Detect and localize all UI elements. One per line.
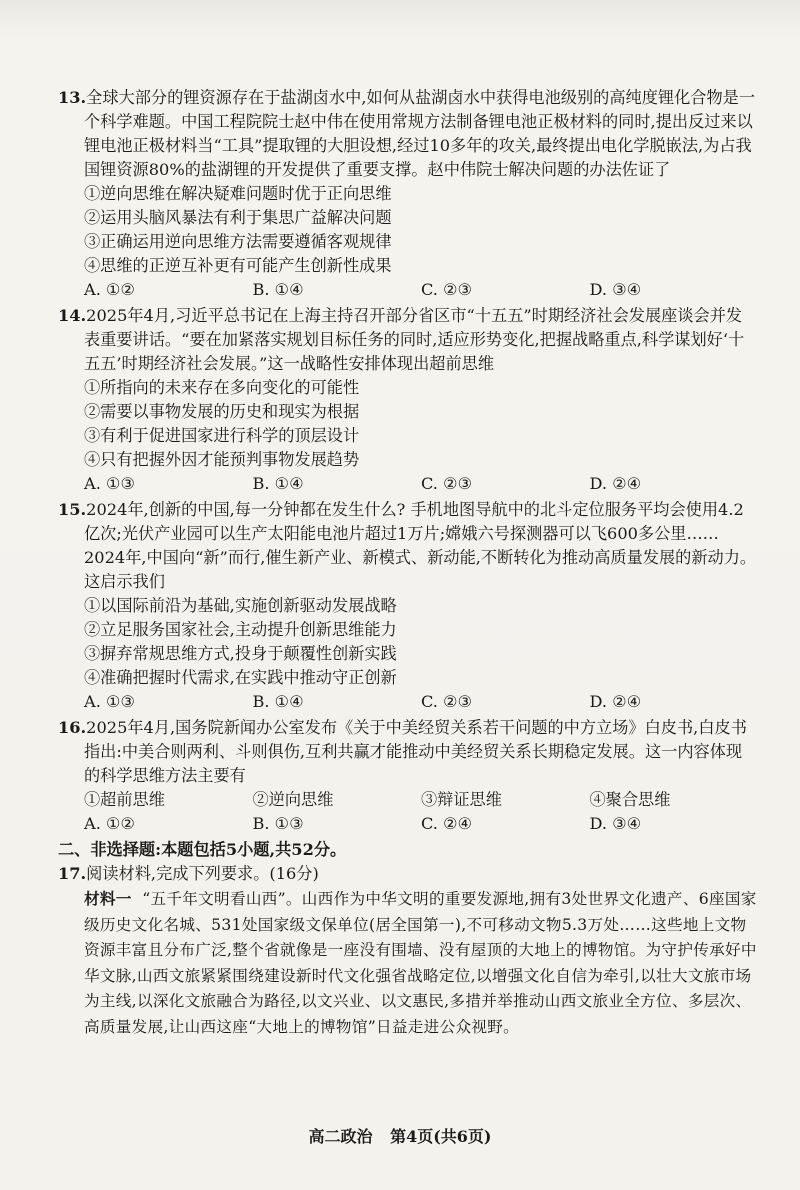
question-15-option-3: ③摒弃常规思维方式,投身于颠覆性创新实践 bbox=[84, 644, 397, 663]
question-15-number: 15. bbox=[58, 500, 87, 519]
section-2-heading: 二、非选择题:本题包括5小题,共52分。 bbox=[58, 840, 347, 859]
question-13-text: 全球大部分的锂资源存在于盐湖卤水中,如何从盐湖卤水中获得电池级别的高纯度锂化合物是一个科学难题。中国工程院院士赵中伟在使用常规方法制备锂电池正极材料的同时,提出反过来以锂电池正极材料当“工具”提取锂的大胆设想,经过10多年的攻关,最终提出电化学脱嵌法,为占我国锂资源80%的盐湖锂的开发提供了重要支撑。赵中伟院士解决问题的办法佐证了 bbox=[84, 88, 756, 179]
question-13-option-2: ②运用头脑风暴法有利于集思广益解决问题 bbox=[84, 208, 392, 227]
question-14-choice-d: D. ②④ bbox=[589, 474, 642, 493]
question-16-option-4: ④聚合思维 bbox=[589, 790, 671, 809]
footer-subject: 高二政治 bbox=[308, 1127, 373, 1146]
question-17-number: 17. bbox=[58, 864, 87, 883]
question-14-option-1: ①所指向的未来存在多向变化的可能性 bbox=[84, 378, 360, 397]
question-16-choices bbox=[58, 812, 758, 836]
question-13-option-1: ①逆向思维在解决疑难问题时优于正向思维 bbox=[84, 184, 392, 203]
question-16-stem bbox=[58, 716, 758, 788]
question-16-options bbox=[58, 788, 758, 812]
material-1-text: “五千年文明看山西”。山西作为中华文明的重要发源地,拥有3处世界文化遗产、6座国家级历史文化名城、531处国家级文保单位(居全国第一),不可移动文物5.3万处……这些地上文物资源丰富且分布广泛,整个省就像是一座没有围墙、没有屋顶的大地上的博物馆。为守护传承好中华文脉,山西文旅紧紧围绕建设新时代文化强省战略定位,以增强文化自信为牵引,以壮大文旅市场为主线,以深化文旅融合为路径,以文兴业、以文惠民,多措并举推动山西文旅业全方位、多层次、高质量发展,让山西这座“大地上的博物馆”日益走进公众视野。 bbox=[84, 890, 757, 1036]
question-13 bbox=[58, 86, 758, 302]
question-16-option-2: ②逆向思维 bbox=[252, 790, 334, 809]
question-14-stem bbox=[58, 304, 758, 376]
question-14-option-3: ③有利于促进国家进行科学的顶层设计 bbox=[84, 426, 360, 445]
question-15-choices bbox=[58, 690, 758, 714]
question-14-option-2: ②需要以事物发展的历史和现实为根据 bbox=[84, 402, 360, 421]
question-14 bbox=[58, 304, 758, 496]
question-14-choice-a: A. ①③ bbox=[84, 474, 136, 493]
question-15-choice-a: A. ①③ bbox=[84, 692, 136, 711]
question-15-choice-b: B. ①④ bbox=[252, 692, 304, 711]
question-15 bbox=[58, 498, 758, 714]
footer-page-number: 第4页(共6页) bbox=[390, 1127, 492, 1146]
question-17-material-1 bbox=[58, 886, 758, 1040]
question-16-choice-a: A. ①② bbox=[84, 814, 136, 833]
question-14-choice-b: B. ①④ bbox=[252, 474, 304, 493]
question-16-choice-d: D. ③④ bbox=[589, 814, 642, 833]
question-14-text: 2025年4月,习近平总书记在上海主持召开部分省区市“十五五”时期经济社会发展座谈会并发表重要讲话。“要在加紧落实规划目标任务的同时,适应形势变化,把握战略重点,科学谋划好‘十五五’时期经济社会发展。”这一战略性安排体现出超前思维 bbox=[84, 306, 745, 373]
material-1-label: 材料一 bbox=[84, 889, 132, 908]
question-16-choice-c: C. ②④ bbox=[421, 814, 473, 833]
question-13-option-3: ③正确运用逆向思维方法需要遵循客观规律 bbox=[84, 232, 392, 251]
question-16-option-1: ①超前思维 bbox=[84, 790, 165, 809]
question-15-text: 2024年,创新的中国,每一分钟都在发生什么? 手机地图导航中的北斗定位服务平均会使用4.2亿次;光伏产业园可以生产太阳能电池片超过1万片;嫦娥六号探测器可以飞600多公里……2024年,中国向“新”而行,催生新产业、新模式、新动能,不断转化为推动高质量发展的新动力。这启示我们 bbox=[84, 500, 757, 591]
question-16-option-3: ③辩证思维 bbox=[421, 790, 502, 809]
question-17 bbox=[58, 862, 758, 1040]
page-content bbox=[58, 86, 758, 1042]
question-13-stem bbox=[58, 86, 758, 182]
question-14-option-4: ④只有把握外因才能预判事物发展趋势 bbox=[84, 450, 360, 469]
question-16 bbox=[58, 716, 758, 836]
question-13-choice-b: B. ①④ bbox=[252, 280, 304, 299]
question-16-text: 2025年4月,国务院新闻办公室发布《关于中美经贸关系若干问题的中方立场》白皮书,白皮书指出:中美合则两利、斗则俱伤,互利共赢才能推动中美经贸关系长期稳定发展。这一内容体现的科学思维方法主要有 bbox=[84, 718, 747, 785]
question-16-choice-b: B. ①③ bbox=[252, 814, 304, 833]
question-14-choices bbox=[58, 472, 758, 496]
question-13-choice-d: D. ③④ bbox=[589, 280, 642, 299]
question-17-text: 阅读材料,完成下列要求。(16分) bbox=[86, 864, 319, 883]
question-13-choices bbox=[58, 278, 758, 302]
question-13-choice-a: A. ①② bbox=[84, 280, 136, 299]
question-14-choice-c: C. ②③ bbox=[421, 474, 473, 493]
question-15-option-2: ②立足服务国家社会,主动提升创新思维能力 bbox=[84, 620, 397, 639]
question-17-stem bbox=[58, 862, 758, 886]
question-13-number: 13. bbox=[58, 88, 87, 107]
question-13-option-4: ④思维的正逆互补更有可能产生创新性成果 bbox=[84, 256, 392, 275]
question-14-number: 14. bbox=[58, 306, 87, 325]
question-15-option-4: ④准确把握时代需求,在实践中推动守正创新 bbox=[84, 668, 397, 687]
page-footer bbox=[0, 1124, 800, 1147]
question-15-stem bbox=[58, 498, 758, 594]
question-15-choice-d: D. ②④ bbox=[589, 692, 642, 711]
question-15-option-1: ①以国际前沿为基础,实施创新驱动发展战略 bbox=[84, 596, 397, 615]
question-15-choice-c: C. ②③ bbox=[421, 692, 473, 711]
question-16-number: 16. bbox=[58, 718, 87, 737]
question-13-choice-c: C. ②③ bbox=[421, 280, 473, 299]
